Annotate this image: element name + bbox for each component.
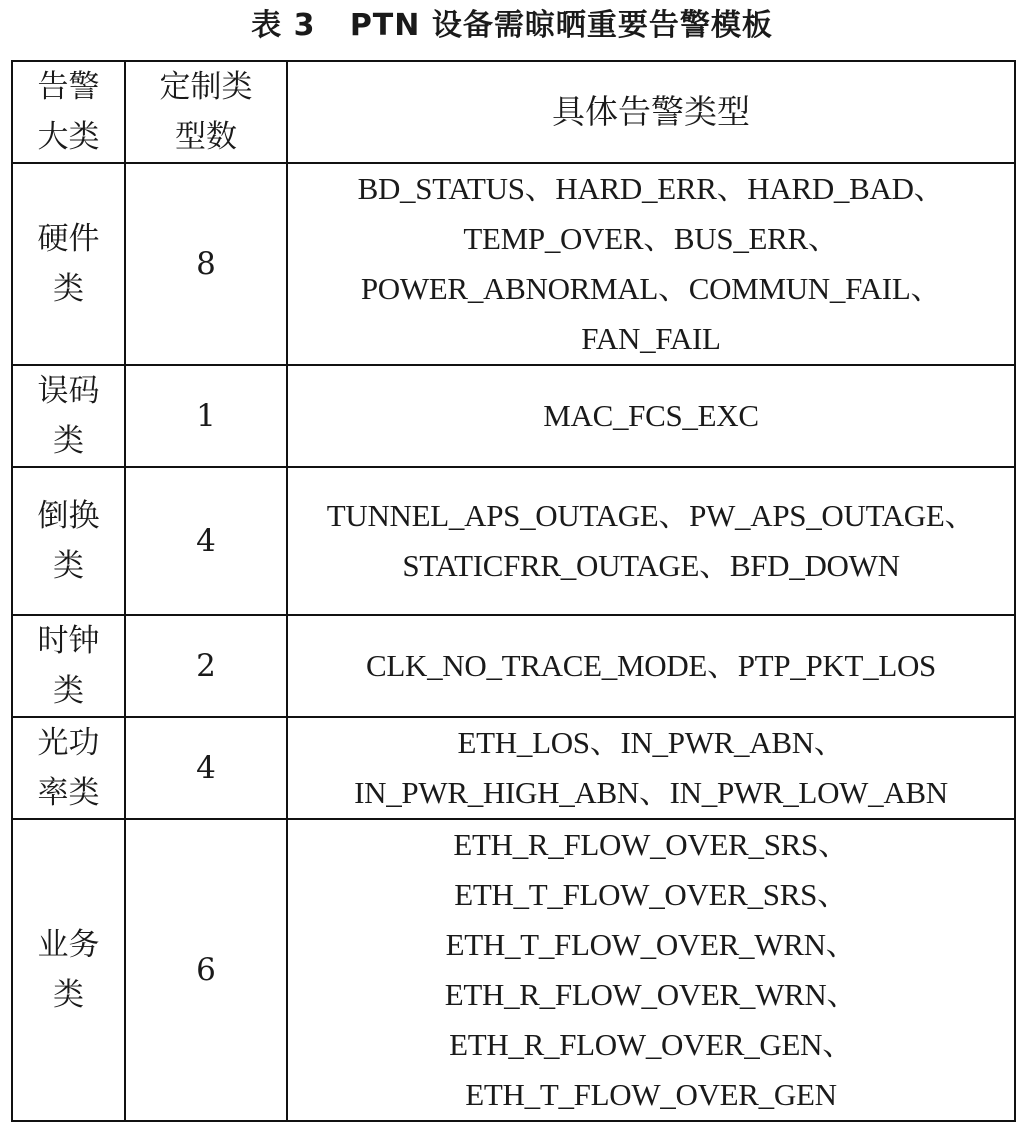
category-cell: 时钟类 [12,615,125,717]
category-cell: 业务类 [12,819,125,1121]
header-types: 具体告警类型 [287,61,1015,163]
table-header-row [12,61,1015,163]
table-row [12,615,1015,717]
table-row [12,467,1015,615]
table-row [12,365,1015,467]
types-cell: ETH_LOS、IN_PWR_ABN、IN_PWR_HIGH_ABN、IN_PWR_LOW_ABN [287,717,1015,819]
count-cell: 4 [125,467,287,615]
table-row [12,717,1015,819]
category-cell: 硬件类 [12,163,125,365]
header-count: 定制类型数 [125,61,287,163]
category-cell: 误码类 [12,365,125,467]
types-cell: TUNNEL_APS_OUTAGE、PW_APS_OUTAGE、STATICFRR_OUTAGE、BFD_DOWN [287,467,1015,615]
types-cell: MAC_FCS_EXC [287,365,1015,467]
header-category: 告警大类 [12,61,125,163]
types-cell: CLK_NO_TRACE_MODE、PTP_PKT_LOS [287,615,1015,717]
alarm-template-table [11,60,1016,1122]
count-cell: 1 [125,365,287,467]
count-cell: 6 [125,819,287,1121]
count-cell: 4 [125,717,287,819]
category-cell: 光功率类 [12,717,125,819]
count-cell: 2 [125,615,287,717]
table-row [12,163,1015,365]
category-cell: 倒换类 [12,467,125,615]
types-cell: ETH_R_FLOW_OVER_SRS、ETH_T_FLOW_OVER_SRS、ETH_T_FLOW_OVER_WRN、ETH_R_FLOW_OVER_WRN、ETH_R_FLOW_OVER_GEN、ETH_T_FLOW_OVER_GEN [287,819,1015,1121]
types-cell: BD_STATUS、HARD_ERR、HARD_BAD、TEMP_OVER、BUS_ERR、POWER_ABNORMAL、COMMUN_FAIL、FAN_FAIL [287,163,1015,365]
table-caption: 表 3 PTN 设备需晾晒重要告警模板 [251,8,773,43]
table-row [12,819,1015,1121]
count-cell: 8 [125,163,287,365]
